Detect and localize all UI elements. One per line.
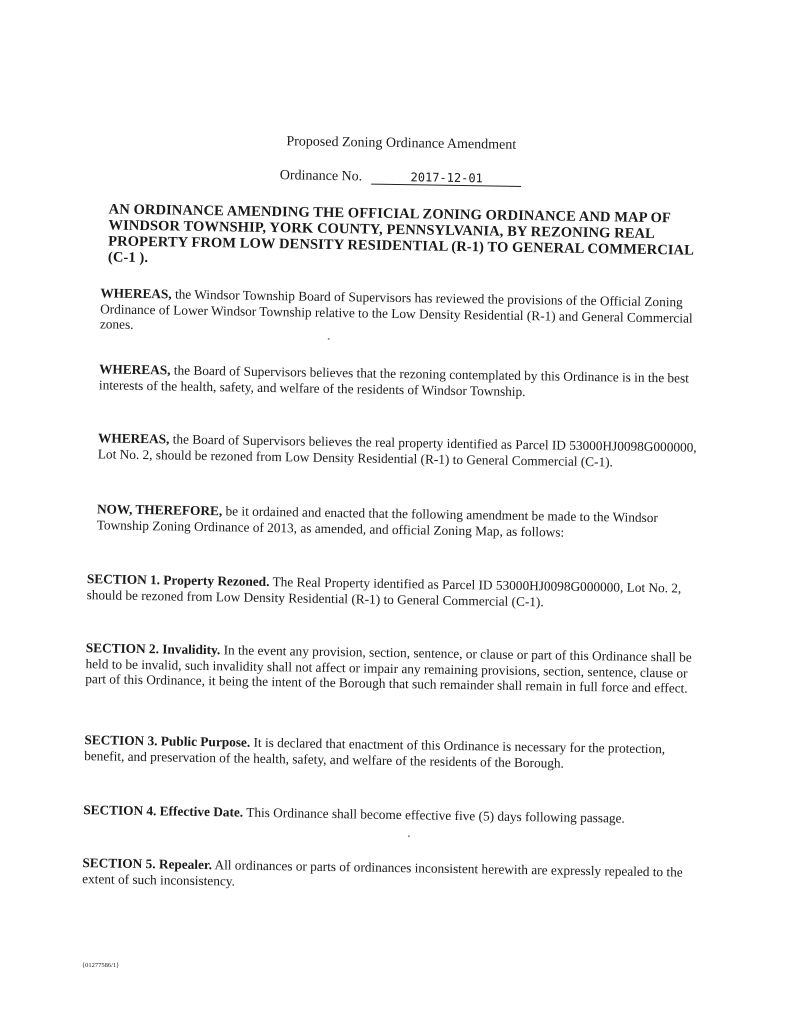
scan-speck <box>408 835 410 837</box>
paragraph-text: the Board of Supervisors believes the real property identified as Parcel ID 53000HJ0098G000000, Lot No. 2, should be rezoned from Low Density Residential (R-1) to General Commercial (C-1). <box>97 431 697 469</box>
section-text: All ordinances or parts of ordinances inconsistent herewith are expressly repealed to the extent of such inconsistency. <box>82 857 683 889</box>
section-lead: SECTION 3. Public Purpose. <box>84 732 251 750</box>
paragraph-lead: WHEREAS, <box>98 430 170 447</box>
whereas-paragraph-1 <box>100 285 707 341</box>
paragraph-text: be it ordained and enacted that the following amendment be made to the Windsor Township Zoning Ordinance of 2013, as amended, and official Zoning Map, as follows: <box>96 503 658 540</box>
now-therefore-paragraph <box>97 501 703 542</box>
paragraph-text: the Board of Supervisors believes that the rezoning contemplated by this Ordinance is in the best interests of the health, safety, and welfare of the residents of Windsor Township. <box>98 362 690 399</box>
ordinance-number-line <box>5 164 791 192</box>
section-text: In the event any provision, section, sentence, or clause or part of this Ordinance shall be held to be invalid, such invalidity shall not affect or impair any remaining provisions, section, sentence, clause or part of this Ordinance, it being the intent of the Borough that such remainder shall remain in full force and effect. <box>85 642 692 696</box>
paragraph-text: the Windsor Township Board of Supervisors has reviewed the provisions of the Official Zoning Ordinance of Lower Windsor Township relative to the Low Density Residential (R-1) and General Commercial zones. <box>99 286 693 332</box>
whereas-paragraph-2 <box>99 361 705 402</box>
section-lead: SECTION 1. Property Rezoned. <box>86 571 270 590</box>
whereas-paragraph-3 <box>98 430 704 471</box>
section-lead: SECTION 2. Invalidity. <box>85 640 221 658</box>
section-5 <box>82 855 694 896</box>
section-3 <box>84 732 696 773</box>
section-1 <box>87 571 699 612</box>
ordinance-label: Ordinance No. <box>279 168 363 185</box>
paragraph-lead: WHEREAS, <box>100 285 172 302</box>
section-4 <box>83 802 695 827</box>
scan-speck <box>328 338 330 340</box>
document-heading: Proposed Zoning Ordinance Amendment <box>286 134 517 153</box>
section-2 <box>85 640 698 696</box>
section-text: It is declared that enactment of this Ordinance is necessary for the protection, benefit, and preservation of the health, safety, and welfare of the residents of the Borough. <box>84 734 666 771</box>
section-text: The Real Property identified as Parcel ID 53000HJ0098G000000, Lot No. 2, should be rezoned from Low Density Residential (R-1) to General Commercial (C-1). <box>86 574 682 609</box>
ordinance-number: 2017-12-01 <box>372 170 522 187</box>
ordinance-title: AN ORDINANCE AMENDING THE OFFICIAL ZONING ORDINANCE AND MAP OF WINDSOR TOWNSHIP, YORK COUNTY, PENNSYLVANIA, BY REZONING REAL PROPERTY FROM LOW DENSITY RESIDENTIAL (R-1) TO GENERAL COMMERCIAL (C-1 ). <box>107 201 694 267</box>
paragraph-lead: WHEREAS, <box>99 361 171 378</box>
section-lead: SECTION 4. Effective Date. <box>83 802 244 820</box>
section-lead: SECTION 5. Repealer. <box>82 855 213 873</box>
paragraph-lead: NOW, THEREFORE, <box>96 501 223 519</box>
section-text: This Ordinance shall become effective five (5) days following passage. <box>243 804 625 826</box>
document-reference-code: {01277586/1} <box>82 962 120 969</box>
